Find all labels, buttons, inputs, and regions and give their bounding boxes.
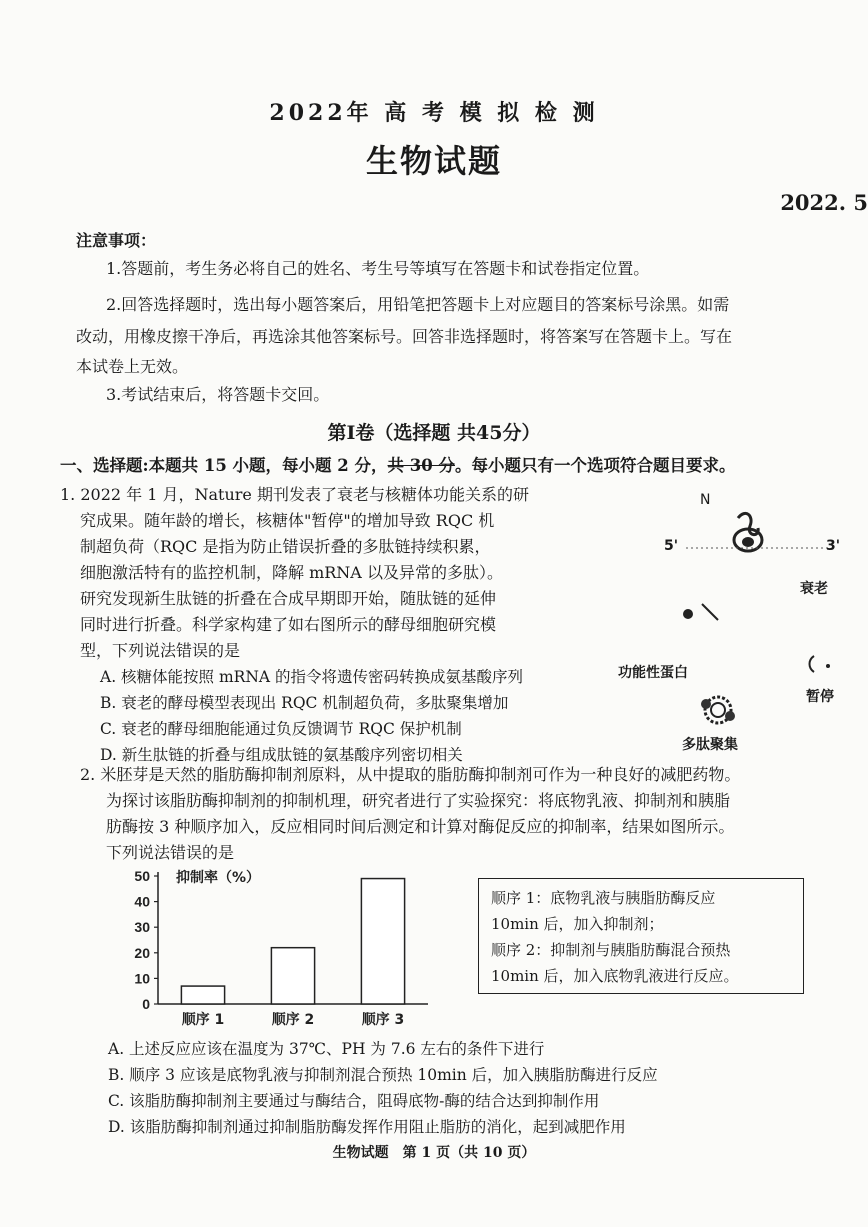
x-tick-label: 顺序 3: [361, 1012, 405, 1028]
q2-option-c: C. 该脂肪酶抑制剂主要通过与酶结合，阻碍底物-酶的结合达到抑制作用: [108, 1092, 600, 1110]
legend-line-1: 顺序 1：底物乳液与胰脂肪酶反应: [491, 889, 716, 907]
q2-line-3: 肪酶按 3 种顺序加入，反应相同时间后测定和计算对酶促反应的抑制率，结果如图所示。: [106, 817, 735, 836]
q2-line-2: 为探讨该脂肪酶抑制剂的抑制机理，研究者进行了实验探究：将底物乳液、抑制剂和胰脂: [106, 791, 731, 810]
bar: [271, 948, 314, 1004]
fig-functional-protein-label: 功能性蛋白: [618, 665, 688, 681]
q1-line-2: 究成果。随年龄的增长，核糖体"暂停"的增加导致 RQC 机: [80, 511, 495, 530]
exam-subject: 生物试题: [365, 142, 502, 180]
legend-line-3: 顺序 2：抑制剂与胰脂肪酶混合预热: [491, 941, 731, 959]
y-tick-label: 10: [134, 970, 150, 987]
q1-line-5: 研究发现新生肽链的折叠在合成早期即开始，随肽链的延伸: [80, 589, 497, 608]
section-suffix: 。每小题只有一个选项符合题目要求。: [454, 456, 736, 475]
paused-ribosome-dot-icon: [826, 664, 830, 668]
exam-date: 2022. 5: [780, 190, 868, 215]
fig-aggregate-label: 多肽聚集: [682, 737, 738, 753]
q2-option-a: A. 上述反应应该在温度为 37℃、PH 为 7.6 左右的条件下进行: [108, 1040, 545, 1058]
q1-option-b: B. 衰老的酵母模型表现出 RQC 机制超负荷，多肽聚集增加: [100, 694, 509, 712]
part-title: 第Ⅰ卷（选择题 共45分）: [327, 422, 541, 444]
q1-line-3: 制超负荷（RQC 是指为防止错误折叠的多肽链持续积累，: [80, 537, 491, 556]
notice-line-3: 改动，用橡皮擦干净后，再选涂其他答案标号。回答非选择题时，将答案写在答题卡上。写在: [76, 327, 733, 346]
q1-option-d: D. 新生肽链的折叠与组成肽链的氨基酸序列密切相关: [100, 746, 463, 764]
q1-line-1: 1. 2022 年 1 月，Nature 期刊发表了衰老与核糖体功能关系的研: [60, 485, 529, 504]
section-heading: [60, 452, 735, 476]
legend-line-4: 10min 后，加入底物乳液进行反应。: [491, 967, 739, 985]
x-tick-label: 顺序 1: [181, 1012, 225, 1028]
fig-5-prime: 5': [664, 538, 679, 554]
q2-option-b: B. 顺序 3 应该是底物乳液与抑制剂混合预热 10min 后，加入胰脂肪酶进行反应: [108, 1066, 658, 1084]
fig-pause-label: 暂停: [806, 689, 834, 705]
ribosome-core-icon: [742, 537, 754, 547]
q1-line-6: 同时进行折叠。科学家构建了如右图所示的酵母细胞研究模: [80, 615, 497, 634]
y-tick-label: 50: [134, 868, 150, 884]
section-prefix: 一、选择题:本题共 15 小题，每小题 2 分，: [60, 456, 388, 475]
y-axis-label: 抑制率（%）: [176, 870, 261, 886]
section-struck: 共 30 分: [387, 456, 455, 475]
y-tick-label: 20: [134, 944, 150, 961]
y-tick-label: 40: [134, 893, 150, 910]
notice-line-2: 2.回答选择题时，选出每小题答案后，用铅笔把答题卡上对应题目的答案标号涂黑。如需: [106, 295, 730, 314]
fig-n-label: N: [700, 492, 711, 508]
bar: [181, 986, 224, 1004]
q1-option-c: C. 衰老的酵母细胞能通过负反馈调节 RQC 保护机制: [100, 720, 462, 738]
y-tick-label: 30: [134, 919, 150, 936]
inhibition-rate-chart: [118, 864, 438, 1029]
fig-3-prime: 3': [826, 538, 841, 554]
order-legend-box: [478, 878, 804, 994]
q2-line-4: 下列说法错误的是: [106, 843, 235, 862]
x-tick-label: 顺序 2: [271, 1012, 315, 1028]
ribosome-dot-icon: [683, 609, 693, 619]
q1-line-7: 型，下列说法错误的是: [80, 641, 241, 660]
q1-line-4: 细胞激活特有的监控机制，降解 mRNA 以及异常的多肽）。: [80, 563, 503, 582]
exam-title: 2022年 高 考 模 拟 检 测: [269, 100, 599, 126]
bar: [361, 879, 404, 1004]
legend-line-2: 10min 后，加入抑制剂；: [491, 915, 664, 933]
fig-aging-label: 衰老: [800, 581, 828, 597]
notice-line-4: 本试卷上无效。: [76, 357, 189, 376]
notice-line-5: 3.考试结束后，将答题卡交回。: [106, 385, 330, 404]
polypeptide-aggregate-icon: [701, 697, 735, 723]
q1-option-a: A. 核糖体能按照 mRNA 的指令将遗传密码转换成氨基酸序列: [100, 668, 524, 686]
q2-line-1: 2. 米胚芽是天然的脂肪酶抑制剂原料，从中提取的脂肪酶抑制剂可作为一种良好的减肥药物。: [80, 765, 741, 784]
paused-ribosome-icon: [810, 656, 815, 672]
arrow-icon: [702, 604, 718, 620]
notice-line-1: 1.答题前，考生务必将自己的姓名、考生号等填写在答题卡和试卷指定位置。: [106, 259, 650, 278]
q1-ribosome-figure: [650, 488, 860, 758]
notice-heading: 注意事项：: [76, 231, 157, 250]
y-tick-label: 0: [142, 996, 150, 1012]
page-footer: 生物试题 第 1 页（共 10 页）: [332, 1145, 536, 1161]
q2-option-d: D. 该脂肪酶抑制剂通过抑制脂肪酶发挥作用阻止脂肪的消化，起到减肥作用: [108, 1118, 626, 1136]
